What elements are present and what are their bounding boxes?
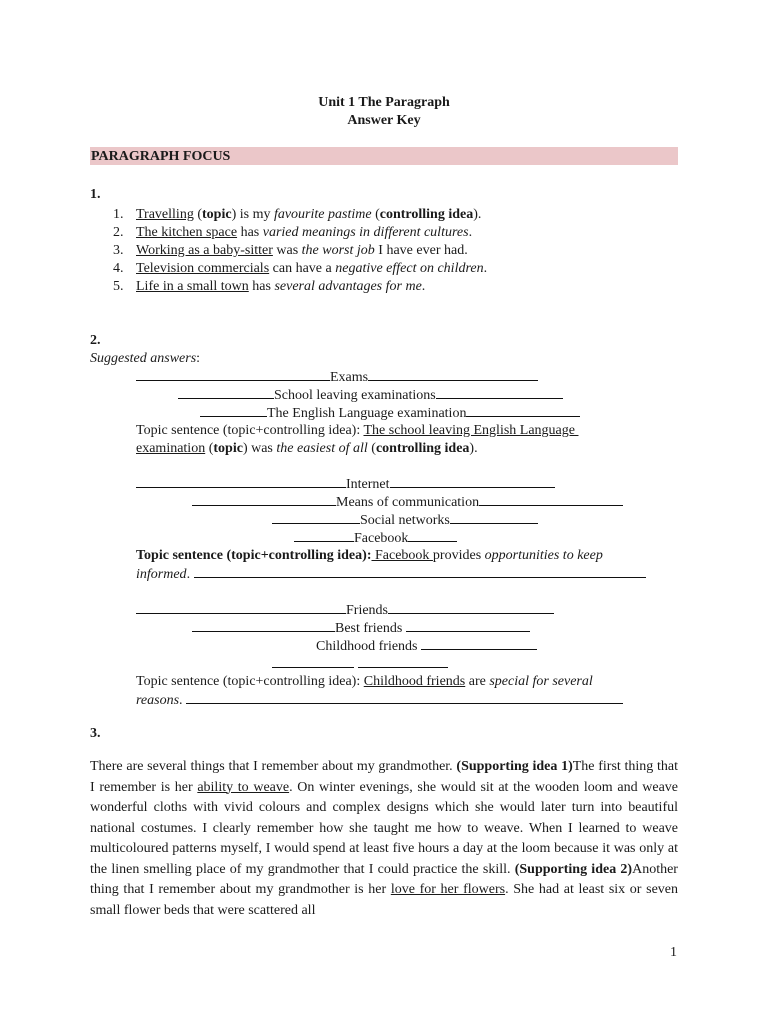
model-paragraph: There are several things that I remember about my grandmother. (Supporting idea 1)The first thing that I remember is her ability to weave. On winter evenings, she would sit at the wooden loom and weave wonderful cloths with vivid colours and complex designs which she would later turn into beautiful national costumes. I clearly remember how she taught me how to weave. When I learned to weave multicoloured patterns myself, I would spend at least five hours a day at the loom because it was only at the linen smelling place of my grandmother that I could practice the skill. (Supporting idea 2)Another thing that I remember about my grandmother is her love for her flowers. She had at least six or seven small flower beds that were scattered all — [90, 759, 679, 918]
page-subtitle: Answer Key — [347, 113, 421, 128]
hierarchy-line-narrower-2: Social networks — [272, 511, 538, 529]
list-item-text: Travelling (topic) is my favourite pastime (controlling idea). — [136, 207, 482, 222]
list-item: 2. — [113, 225, 124, 240]
exercise-3-number: 3. — [90, 726, 101, 741]
list-item-text: The kitchen space has varied meanings in different cultures. — [136, 225, 473, 240]
hierarchy-line-specific: Facebook — [294, 529, 457, 547]
hierarchy-line-general: Internet — [136, 475, 555, 493]
hierarchy-line-general: Exams — [136, 368, 538, 386]
hierarchy-line-narrower: Best friends — [192, 619, 530, 637]
topic-sentence-cont: informed. — [136, 565, 646, 583]
section-heading: PARAGRAPH FOCUS — [91, 149, 231, 164]
exercise-2-number: 2. — [90, 333, 101, 348]
topic-sentence: Topic sentence (topic+controlling idea): Facebook provides opportunities to keep — [136, 548, 603, 563]
topic-sentence: Topic sentence (topic+controlling idea): Childhood friends are special for several — [136, 674, 593, 689]
list-item-text: Life in a small town has several advantages for me. — [136, 279, 426, 294]
list-item-text: Television commercials can have a negative effect on children. — [136, 261, 488, 276]
list-item: 1. — [113, 207, 124, 222]
hierarchy-blank-line — [272, 655, 448, 673]
list-item: 5. — [113, 279, 124, 294]
section-heading-bar — [90, 147, 678, 165]
list-item: 3. — [113, 243, 124, 258]
list-item: 4. — [113, 261, 124, 276]
hierarchy-line-general: Friends — [136, 601, 554, 619]
hierarchy-line-narrower: School leaving examinations — [178, 386, 563, 404]
hierarchy-line-specific: The English Language examination — [200, 404, 580, 422]
hierarchy-line-narrower: Means of communication — [192, 493, 623, 511]
topic-sentence-cont: reasons. — [136, 691, 623, 709]
suggested-answers-label: Suggested answers: — [90, 351, 201, 366]
hierarchy-line-specific: Childhood friends — [316, 637, 537, 655]
topic-sentence-cont: examination (topic) was the easiest of all (controlling idea). — [136, 441, 478, 456]
list-item-text: Working as a baby-sitter was the worst job I have ever had. — [136, 243, 468, 258]
topic-sentence: Topic sentence (topic+controlling idea): The school leaving English Language — [136, 423, 575, 438]
exercise-1-number: 1. — [90, 187, 101, 202]
page-number: 1 — [670, 945, 677, 960]
page-title: Unit 1 The Paragraph — [318, 95, 450, 110]
